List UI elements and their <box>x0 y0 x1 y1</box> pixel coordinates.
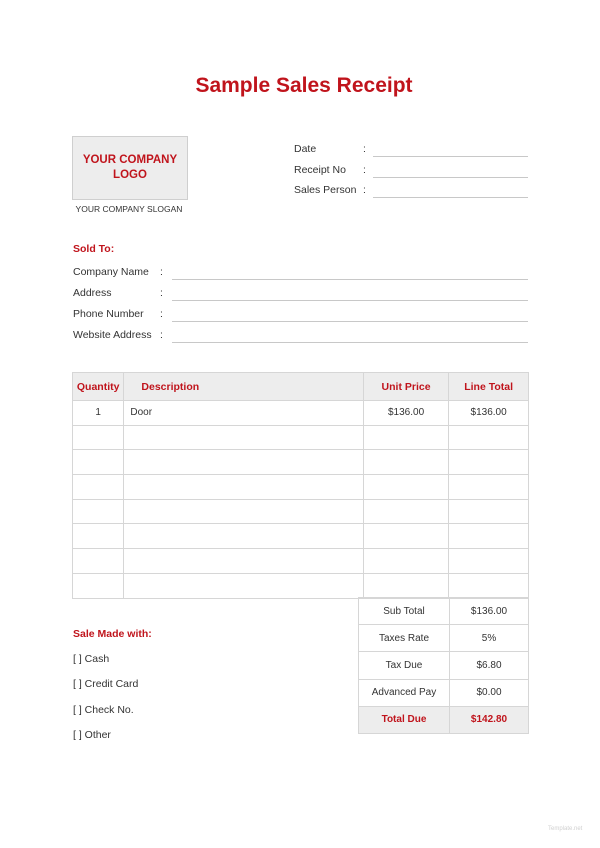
company-name-field[interactable] <box>73 266 528 280</box>
unit-price-cell[interactable] <box>363 425 448 450</box>
address-field[interactable] <box>73 287 528 301</box>
line-total-cell[interactable] <box>449 549 529 574</box>
line-total-cell[interactable] <box>449 425 529 450</box>
quantity-cell[interactable] <box>73 425 124 450</box>
separator: : <box>363 164 366 176</box>
payment-option-other[interactable]: [ ] Other <box>73 729 111 741</box>
items-table-header <box>73 373 529 401</box>
tax-due-row <box>359 652 529 679</box>
table-row <box>73 524 529 549</box>
company-name-input-line[interactable] <box>172 279 528 280</box>
unit-price-cell[interactable] <box>363 475 448 500</box>
quantity-cell[interactable] <box>73 549 124 574</box>
quantity-cell[interactable]: 1 <box>73 401 124 426</box>
sale-made-with-heading: Sale Made with: <box>73 628 152 640</box>
quantity-cell[interactable] <box>73 499 124 524</box>
company-name-label: Company Name <box>73 266 149 278</box>
date-label: Date <box>294 143 317 155</box>
description-cell[interactable] <box>124 549 364 574</box>
total-due-value[interactable]: $142.80 <box>450 706 529 733</box>
unit-price-cell[interactable]: $136.00 <box>363 401 448 426</box>
subtotal-label: Sub Total <box>359 598 450 625</box>
totals-table <box>358 597 529 734</box>
subtotal-row <box>359 598 529 625</box>
separator: : <box>160 266 163 278</box>
items-table <box>72 372 529 599</box>
tax-due-value[interactable]: $6.80 <box>450 652 529 679</box>
separator: : <box>363 143 366 155</box>
description-cell[interactable] <box>124 425 364 450</box>
line-total-cell[interactable] <box>449 450 529 475</box>
advanced-pay-label: Advanced Pay <box>359 679 450 706</box>
address-input-line[interactable] <box>172 300 528 301</box>
description-cell[interactable] <box>124 573 364 598</box>
tax-due-label: Tax Due <box>359 652 450 679</box>
quantity-cell[interactable] <box>73 450 124 475</box>
total-due-label: Total Due <box>359 706 450 733</box>
table-row <box>73 425 529 450</box>
description-cell[interactable] <box>124 475 364 500</box>
separator: : <box>160 308 163 320</box>
line-total-cell[interactable] <box>449 475 529 500</box>
separator: : <box>160 329 163 341</box>
receipt-no-field[interactable] <box>294 164 528 178</box>
description-cell[interactable] <box>124 499 364 524</box>
table-row <box>73 401 529 426</box>
page-title: Sample Sales Receipt <box>195 74 413 97</box>
phone-number-label: Phone Number <box>73 308 144 320</box>
sold-to-heading: Sold To: <box>73 243 115 255</box>
unit-price-cell[interactable] <box>363 499 448 524</box>
separator: : <box>160 287 163 299</box>
description-cell[interactable] <box>124 524 364 549</box>
address-label: Address <box>73 287 112 299</box>
sales-person-label: Sales Person <box>294 184 357 196</box>
tax-rate-label: Taxes Rate <box>359 625 450 652</box>
line-total-cell[interactable]: $136.00 <box>449 401 529 426</box>
website-address-label: Website Address <box>73 329 152 341</box>
unit-price-header: Unit Price <box>363 373 448 401</box>
quantity-cell[interactable] <box>73 475 124 500</box>
line-total-cell[interactable] <box>449 573 529 598</box>
unit-price-cell[interactable] <box>363 524 448 549</box>
company-logo-placeholder: YOUR COMPANY LOGO <box>72 136 188 200</box>
payment-option-credit-card[interactable]: [ ] Credit Card <box>73 678 139 690</box>
table-row <box>73 549 529 574</box>
table-row <box>73 573 529 598</box>
advanced-pay-value[interactable]: $0.00 <box>450 679 529 706</box>
line-total-cell[interactable] <box>449 499 529 524</box>
quantity-cell[interactable] <box>73 524 124 549</box>
description-cell[interactable] <box>124 450 364 475</box>
table-row <box>73 450 529 475</box>
receipt-no-label: Receipt No <box>294 164 346 176</box>
line-total-cell[interactable] <box>449 524 529 549</box>
tax-rate-value[interactable]: 5% <box>450 625 529 652</box>
phone-number-field[interactable] <box>73 308 528 322</box>
watermark: Template.net <box>548 826 583 832</box>
description-header: Description <box>124 373 364 401</box>
description-cell[interactable]: Door <box>124 401 364 426</box>
sales-person-input-line[interactable] <box>373 197 528 198</box>
subtotal-value[interactable]: $136.00 <box>450 598 529 625</box>
phone-number-input-line[interactable] <box>172 321 528 322</box>
website-address-field[interactable] <box>73 329 528 343</box>
unit-price-cell[interactable] <box>363 573 448 598</box>
separator: : <box>363 184 366 196</box>
quantity-header: Quantity <box>73 373 124 401</box>
date-field[interactable] <box>294 143 528 157</box>
line-total-header: Line Total <box>449 373 529 401</box>
company-slogan: YOUR COMPANY SLOGAN <box>75 204 183 214</box>
table-row <box>73 499 529 524</box>
payment-option-check[interactable]: [ ] Check No. <box>73 704 134 716</box>
advanced-pay-row <box>359 679 529 706</box>
table-row <box>73 475 529 500</box>
payment-option-cash[interactable]: [ ] Cash <box>73 653 110 665</box>
quantity-cell[interactable] <box>73 573 124 598</box>
tax-rate-row <box>359 625 529 652</box>
sales-person-field[interactable] <box>294 184 528 198</box>
total-due-row <box>359 706 529 733</box>
receipt-no-input-line[interactable] <box>373 177 528 178</box>
unit-price-cell[interactable] <box>363 549 448 574</box>
date-input-line[interactable] <box>373 156 528 157</box>
website-address-input-line[interactable] <box>172 342 528 343</box>
unit-price-cell[interactable] <box>363 450 448 475</box>
